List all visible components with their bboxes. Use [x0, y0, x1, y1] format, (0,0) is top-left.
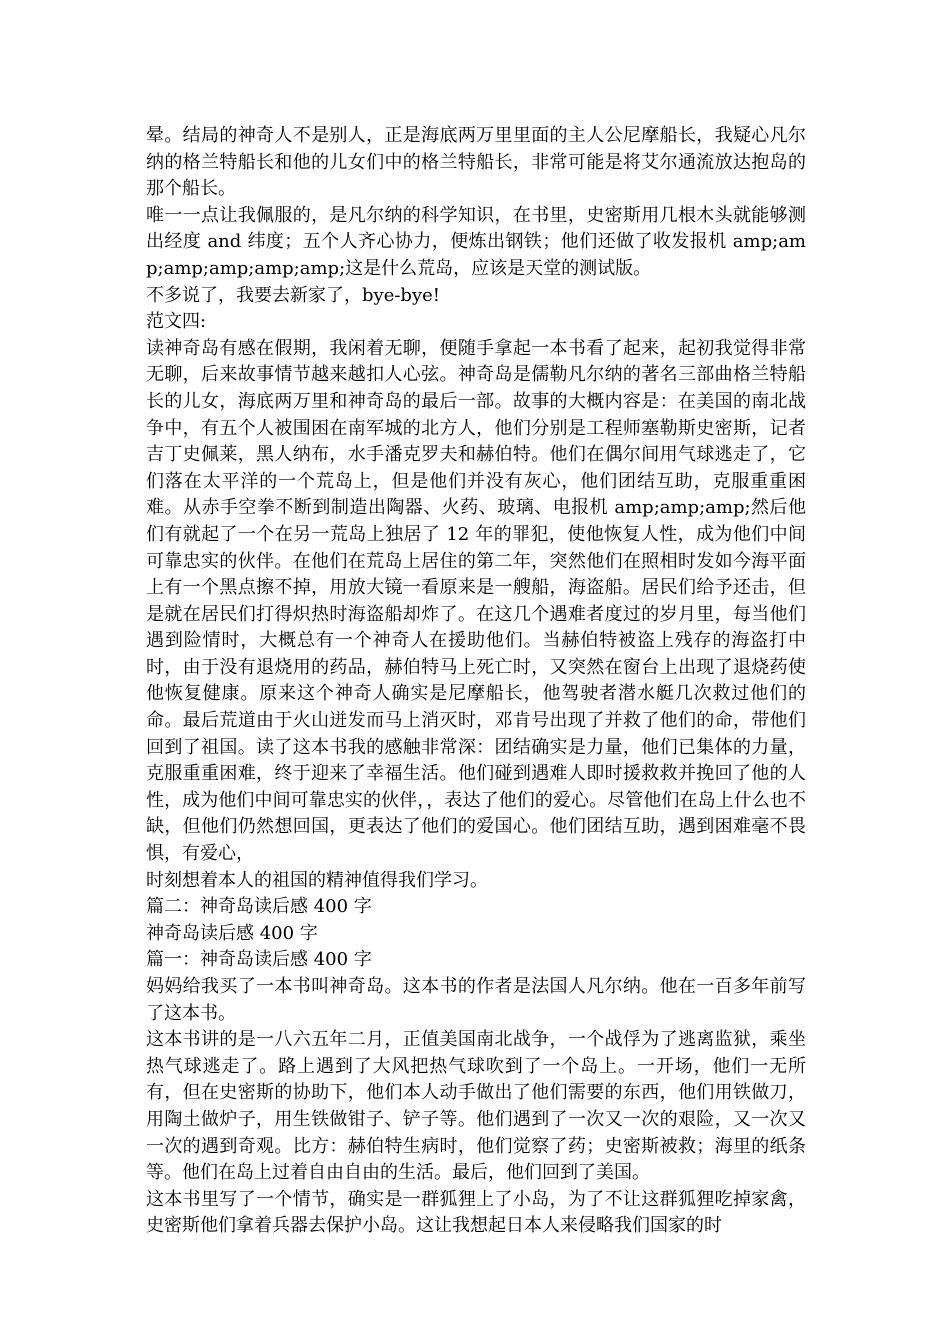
- section-heading-fanwen-4: 范文四:: [146, 311, 207, 333]
- paragraph-11: 这本书讲的是一八六五年二月，正值美国南北战争，一个战俘为了逃离监狱，乘坐热气球逃走了。路上遇到了大风把热气球吹到了一个岛上。一开场，他们一无所有，但在史密斯的协助下，他们本人动手做出了他们需要的东西，他们用铁做刀，用陶土做炉子，用生铁做钳子、铲子等。他们遇到了一次又一次的艰险，又一次又一次的遇到奇观。比方：赫伯特生病时，他们觉察了药；史密斯被救；海里的纸条等。他们在岛上过着自由自由的生活。最后，他们回到了美国。: [146, 1029, 806, 1184]
- section-heading-pian-2: 篇二：神奇岛读后感 400 字: [146, 896, 372, 918]
- paragraph-2: 唯一一点让我佩服的，是凡尔纳的科学知识，在书里，史密斯用几根木头就能够测出经度 and 纬度；五个人齐心协力，便炼出钢铁；他们还做了收发报机 amp;amp;amp;amp;amp;amp;这是什么荒岛，应该是天堂的测试版。: [146, 204, 806, 279]
- paragraph-12: 这本书里写了一个情节，确实是一群狐狸上了小岛，为了不让这群狐狸吃掉家禽，史密斯他们拿着兵器去保护小岛。这让我想起日本人来侵略我们国家的时: [146, 1188, 806, 1237]
- section-heading-pian-1: 篇一：神奇岛读后感 400 字: [146, 949, 372, 971]
- paragraph-3: 不多说了，我要去新家了，bye-bye!: [146, 284, 441, 306]
- paragraph-1: 晕。结局的神奇人不是别人，正是海底两万里里面的主人公尼摩船长，我疑心凡尔纳的格兰特船长和他的儿女们中的格兰特船长，非常可能是将艾尔通流放达抱岛的那个船长。: [146, 125, 806, 200]
- document-body: [146, 123, 806, 1240]
- paragraph-10: 妈妈给我买了一本书叫神奇岛。这本书的作者是法国人凡尔纳。他在一百多年前写了这本书。: [146, 976, 806, 1024]
- paragraph-6: 时刻想着本人的祖国的精神值得我们学习。: [146, 869, 488, 891]
- section-title: 神奇岛读后感 400 字: [146, 922, 318, 944]
- paragraph-5: 读神奇岛有感在假期，我闲着无聊，便随手拿起一本书看了起来，起初我觉得非常无聊，后来故事情节越来越扣人心弦。神奇岛是儒勒凡尔纳的著名三部曲格兰特船长的儿女，海底两万里和神奇岛的最后一部。故事的大概内容是：在美国的南北战争中，有五个人被围困在南军城的北方人，他们分别是工程师塞勒斯史密斯，记者吉丁史佩莱，黑人纳布，水手潘克罗夫和赫伯特。他们在偶尔间用气球逃走了，它们落在太平洋的一个荒岛上，但是他们并没有灰心，他们团结互助，克服重重困难。从赤手空拳不断到制造出陶器、火药、玻璃、电报机 amp;amp;amp;然后他们有就起了一个在另一荒岛上独居了 12 年的罪犯，使他恢复人性，成为他们中间可靠忠实的伙伴。在他们在荒岛上居住的第二年，突然他们在照相时发如今海平面上有一个黑点擦不掉，用放大镜一看原来是一艘船，海盗船。居民们给予还击，但是就在居民们打得炽热时海盗船却炸了。在这几个遇难者度过的岁月里，每当他们遇到险情时，大概总有一个神奇人在援助他们。当赫伯特被盗上残存的海盗打中时，由于没有退烧用的药品，赫伯特马上死亡时，又突然在窗台上出现了退烧药使他恢复健康。原来这个神奇人确实是尼摩船长，他驾驶者潜水艇几次救过他们的命。最后荒道由于火山迸发而马上消灭时，邓肯号出现了并救了他们的命，带他们回到了祖国。读了这本书我的感触非常深：团结确实是力量，他们已集体的力量，克服重重困难，终于迎来了幸福生活。他们碰到遇难人即时援救救并挽回了他的人性，成为他们中间可靠忠实的伙伴，，表达了他们的爱心。尽管他们在岛上什么也不缺，但他们仍然想回国，更表达了他们的爱国心。他们团结互助，遇到困难毫不畏惧，有爱心，: [146, 337, 806, 865]
